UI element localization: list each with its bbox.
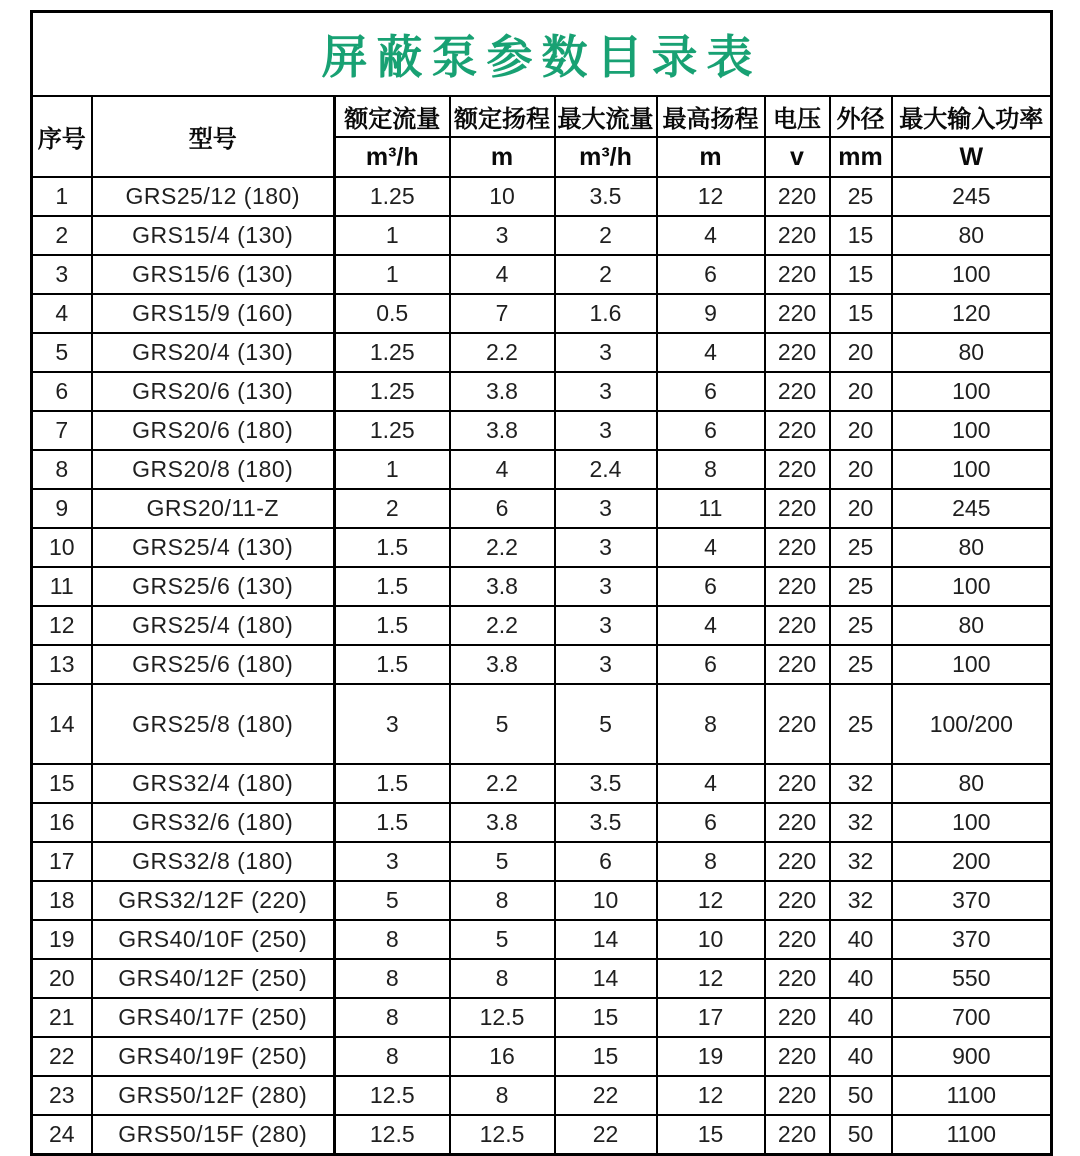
cell-max-flow: 3 <box>555 489 657 528</box>
col-header-rated-head: 额定扬程 <box>450 96 555 137</box>
unit-rated-head: m <box>450 137 555 177</box>
cell-max-flow: 10 <box>555 881 657 920</box>
cell-max-head: 4 <box>657 606 765 645</box>
cell-outer-dia: 20 <box>830 411 892 450</box>
cell-outer-dia: 32 <box>830 881 892 920</box>
cell-max-flow: 3 <box>555 528 657 567</box>
cell-power: 370 <box>892 920 1052 959</box>
cell-outer-dia: 25 <box>830 684 892 764</box>
cell-voltage: 220 <box>765 450 830 489</box>
cell-power: 80 <box>892 333 1052 372</box>
table-row <box>32 177 1052 216</box>
cell-index: 19 <box>32 920 92 959</box>
cell-outer-dia: 20 <box>830 450 892 489</box>
cell-voltage: 220 <box>765 881 830 920</box>
table-body <box>32 177 1052 1155</box>
cell-model: GRS32/12F (220) <box>92 881 335 920</box>
cell-max-flow: 3 <box>555 606 657 645</box>
table-row <box>32 489 1052 528</box>
cell-power: 100 <box>892 567 1052 606</box>
cell-index: 4 <box>32 294 92 333</box>
cell-model: GRS20/8 (180) <box>92 450 335 489</box>
col-header-voltage: 电压 <box>765 96 830 137</box>
cell-index: 17 <box>32 842 92 881</box>
cell-voltage: 220 <box>765 372 830 411</box>
cell-index: 21 <box>32 998 92 1037</box>
cell-model: GRS15/4 (130) <box>92 216 335 255</box>
cell-model: GRS32/8 (180) <box>92 842 335 881</box>
cell-model: GRS25/8 (180) <box>92 684 335 764</box>
table-row <box>32 1037 1052 1076</box>
cell-max-flow: 3 <box>555 411 657 450</box>
cell-max-head: 12 <box>657 881 765 920</box>
cell-power: 80 <box>892 528 1052 567</box>
cell-index: 8 <box>32 450 92 489</box>
cell-model: GRS20/4 (130) <box>92 333 335 372</box>
cell-rated-head: 2.2 <box>450 606 555 645</box>
table-row <box>32 567 1052 606</box>
cell-model: GRS25/4 (180) <box>92 606 335 645</box>
cell-voltage: 220 <box>765 528 830 567</box>
cell-max-head: 4 <box>657 333 765 372</box>
cell-max-head: 12 <box>657 959 765 998</box>
cell-index: 10 <box>32 528 92 567</box>
cell-voltage: 220 <box>765 1037 830 1076</box>
cell-voltage: 220 <box>765 216 830 255</box>
cell-power: 900 <box>892 1037 1052 1076</box>
cell-max-head: 6 <box>657 567 765 606</box>
cell-power: 80 <box>892 216 1052 255</box>
col-header-rated-flow: 额定流量 <box>335 96 450 137</box>
cell-index: 23 <box>32 1076 92 1115</box>
cell-index: 9 <box>32 489 92 528</box>
cell-max-flow: 3.5 <box>555 177 657 216</box>
cell-voltage: 220 <box>765 764 830 803</box>
cell-rated-head: 12.5 <box>450 998 555 1037</box>
cell-max-head: 12 <box>657 177 765 216</box>
cell-rated-flow: 8 <box>335 920 450 959</box>
cell-model: GRS32/6 (180) <box>92 803 335 842</box>
cell-rated-head: 12.5 <box>450 1115 555 1155</box>
cell-max-head: 10 <box>657 920 765 959</box>
cell-rated-head: 7 <box>450 294 555 333</box>
cell-outer-dia: 40 <box>830 998 892 1037</box>
cell-rated-flow: 1.5 <box>335 606 450 645</box>
cell-outer-dia: 25 <box>830 177 892 216</box>
cell-max-flow: 3 <box>555 567 657 606</box>
cell-power: 80 <box>892 764 1052 803</box>
cell-model: GRS32/4 (180) <box>92 764 335 803</box>
cell-model: GRS25/12 (180) <box>92 177 335 216</box>
cell-rated-flow: 12.5 <box>335 1076 450 1115</box>
cell-voltage: 220 <box>765 1076 830 1115</box>
cell-rated-flow: 1.25 <box>335 177 450 216</box>
cell-voltage: 220 <box>765 255 830 294</box>
cell-power: 100 <box>892 411 1052 450</box>
col-header-max-head: 最高扬程 <box>657 96 765 137</box>
cell-rated-flow: 1.5 <box>335 567 450 606</box>
cell-rated-flow: 8 <box>335 959 450 998</box>
cell-voltage: 220 <box>765 959 830 998</box>
table-row <box>32 255 1052 294</box>
unit-rated-flow: m³/h <box>335 137 450 177</box>
cell-index: 13 <box>32 645 92 684</box>
cell-rated-head: 3.8 <box>450 567 555 606</box>
cell-rated-head: 3.8 <box>450 803 555 842</box>
cell-power: 100 <box>892 803 1052 842</box>
cell-outer-dia: 25 <box>830 606 892 645</box>
cell-outer-dia: 32 <box>830 842 892 881</box>
table-row <box>32 1076 1052 1115</box>
cell-max-head: 6 <box>657 803 765 842</box>
cell-model: GRS20/11-Z <box>92 489 335 528</box>
cell-index: 15 <box>32 764 92 803</box>
cell-max-head: 11 <box>657 489 765 528</box>
cell-voltage: 220 <box>765 294 830 333</box>
table-row <box>32 959 1052 998</box>
cell-rated-flow: 12.5 <box>335 1115 450 1155</box>
cell-voltage: 220 <box>765 684 830 764</box>
unit-max-head: m <box>657 137 765 177</box>
cell-max-flow: 2 <box>555 216 657 255</box>
cell-voltage: 220 <box>765 803 830 842</box>
cell-index: 18 <box>32 881 92 920</box>
cell-outer-dia: 20 <box>830 372 892 411</box>
cell-max-head: 4 <box>657 528 765 567</box>
cell-max-head: 19 <box>657 1037 765 1076</box>
cell-voltage: 220 <box>765 998 830 1037</box>
cell-rated-head: 5 <box>450 842 555 881</box>
cell-index: 11 <box>32 567 92 606</box>
cell-power: 1100 <box>892 1076 1052 1115</box>
cell-outer-dia: 15 <box>830 255 892 294</box>
unit-power: W <box>892 137 1052 177</box>
cell-outer-dia: 20 <box>830 333 892 372</box>
cell-model: GRS40/10F (250) <box>92 920 335 959</box>
cell-rated-flow: 1 <box>335 450 450 489</box>
cell-index: 5 <box>32 333 92 372</box>
cell-max-head: 8 <box>657 684 765 764</box>
cell-index: 6 <box>32 372 92 411</box>
table-row <box>32 803 1052 842</box>
cell-voltage: 220 <box>765 606 830 645</box>
cell-rated-head: 5 <box>450 684 555 764</box>
cell-rated-head: 3.8 <box>450 645 555 684</box>
cell-rated-flow: 1.25 <box>335 333 450 372</box>
cell-rated-flow: 8 <box>335 1037 450 1076</box>
cell-outer-dia: 40 <box>830 920 892 959</box>
cell-power: 100 <box>892 255 1052 294</box>
cell-power: 550 <box>892 959 1052 998</box>
cell-index: 24 <box>32 1115 92 1155</box>
cell-model: GRS20/6 (180) <box>92 411 335 450</box>
cell-index: 2 <box>32 216 92 255</box>
cell-voltage: 220 <box>765 842 830 881</box>
table-row <box>32 216 1052 255</box>
cell-power: 700 <box>892 998 1052 1037</box>
cell-rated-head: 4 <box>450 255 555 294</box>
cell-power: 80 <box>892 606 1052 645</box>
unit-max-flow: m³/h <box>555 137 657 177</box>
col-header-power: 最大输入功率 <box>892 96 1052 137</box>
cell-outer-dia: 40 <box>830 1037 892 1076</box>
cell-rated-flow: 1.25 <box>335 372 450 411</box>
unit-voltage: v <box>765 137 830 177</box>
cell-index: 1 <box>32 177 92 216</box>
cell-outer-dia: 50 <box>830 1115 892 1155</box>
table-row <box>32 411 1052 450</box>
cell-rated-flow: 1 <box>335 255 450 294</box>
cell-max-head: 12 <box>657 1076 765 1115</box>
table-row <box>32 684 1052 764</box>
cell-max-flow: 5 <box>555 684 657 764</box>
cell-max-head: 17 <box>657 998 765 1037</box>
cell-outer-dia: 25 <box>830 567 892 606</box>
cell-rated-head: 2.2 <box>450 528 555 567</box>
cell-power: 1100 <box>892 1115 1052 1155</box>
col-header-outer-dia: 外径 <box>830 96 892 137</box>
cell-voltage: 220 <box>765 411 830 450</box>
cell-rated-flow: 2 <box>335 489 450 528</box>
cell-model: GRS40/17F (250) <box>92 998 335 1037</box>
cell-max-flow: 14 <box>555 959 657 998</box>
cell-max-head: 6 <box>657 372 765 411</box>
cell-model: GRS25/4 (130) <box>92 528 335 567</box>
table-row <box>32 998 1052 1037</box>
cell-model: GRS50/15F (280) <box>92 1115 335 1155</box>
cell-index: 7 <box>32 411 92 450</box>
cell-index: 12 <box>32 606 92 645</box>
cell-model: GRS25/6 (130) <box>92 567 335 606</box>
cell-rated-head: 3.8 <box>450 372 555 411</box>
cell-max-head: 8 <box>657 842 765 881</box>
cell-max-flow: 3.5 <box>555 803 657 842</box>
cell-rated-head: 2.2 <box>450 333 555 372</box>
cell-rated-head: 3.8 <box>450 411 555 450</box>
table-row <box>32 528 1052 567</box>
cell-max-flow: 6 <box>555 842 657 881</box>
cell-voltage: 220 <box>765 645 830 684</box>
table-title: 屏蔽泵参数目录表 <box>32 12 1052 97</box>
cell-max-head: 4 <box>657 216 765 255</box>
cell-rated-head: 6 <box>450 489 555 528</box>
header-row <box>32 96 1052 137</box>
cell-max-flow: 3 <box>555 372 657 411</box>
col-header-model: 型号 <box>92 96 335 177</box>
cell-model: GRS15/6 (130) <box>92 255 335 294</box>
cell-model: GRS50/12F (280) <box>92 1076 335 1115</box>
cell-rated-flow: 8 <box>335 998 450 1037</box>
cell-voltage: 220 <box>765 333 830 372</box>
cell-outer-dia: 25 <box>830 528 892 567</box>
col-header-index: 序号 <box>32 96 92 177</box>
cell-max-flow: 3.5 <box>555 764 657 803</box>
table-row <box>32 881 1052 920</box>
table-row <box>32 372 1052 411</box>
cell-voltage: 220 <box>765 920 830 959</box>
cell-max-flow: 3 <box>555 645 657 684</box>
cell-max-head: 6 <box>657 645 765 684</box>
cell-rated-flow: 3 <box>335 842 450 881</box>
cell-index: 22 <box>32 1037 92 1076</box>
cell-model: GRS20/6 (130) <box>92 372 335 411</box>
cell-rated-head: 3 <box>450 216 555 255</box>
cell-max-flow: 22 <box>555 1076 657 1115</box>
cell-power: 100 <box>892 372 1052 411</box>
cell-outer-dia: 32 <box>830 764 892 803</box>
cell-max-head: 15 <box>657 1115 765 1155</box>
cell-model: GRS15/9 (160) <box>92 294 335 333</box>
cell-power: 100/200 <box>892 684 1052 764</box>
cell-max-flow: 3 <box>555 333 657 372</box>
cell-outer-dia: 20 <box>830 489 892 528</box>
cell-rated-flow: 1.25 <box>335 411 450 450</box>
cell-rated-flow: 1.5 <box>335 528 450 567</box>
cell-outer-dia: 32 <box>830 803 892 842</box>
cell-power: 200 <box>892 842 1052 881</box>
cell-rated-head: 16 <box>450 1037 555 1076</box>
table-row <box>32 606 1052 645</box>
table-row <box>32 764 1052 803</box>
cell-rated-head: 8 <box>450 881 555 920</box>
table-row <box>32 333 1052 372</box>
cell-rated-head: 8 <box>450 1076 555 1115</box>
cell-index: 16 <box>32 803 92 842</box>
cell-rated-head: 8 <box>450 959 555 998</box>
cell-power: 100 <box>892 450 1052 489</box>
col-header-max-flow: 最大流量 <box>555 96 657 137</box>
cell-rated-flow: 1 <box>335 216 450 255</box>
cell-outer-dia: 15 <box>830 216 892 255</box>
cell-power: 245 <box>892 177 1052 216</box>
cell-rated-flow: 1.5 <box>335 645 450 684</box>
cell-max-head: 4 <box>657 764 765 803</box>
cell-rated-flow: 0.5 <box>335 294 450 333</box>
pump-parameter-table <box>30 10 1053 1156</box>
cell-rated-head: 2.2 <box>450 764 555 803</box>
table-row <box>32 1115 1052 1155</box>
cell-voltage: 220 <box>765 177 830 216</box>
cell-rated-flow: 5 <box>335 881 450 920</box>
unit-outer-dia: mm <box>830 137 892 177</box>
cell-model: GRS40/12F (250) <box>92 959 335 998</box>
cell-rated-head: 10 <box>450 177 555 216</box>
cell-max-flow: 14 <box>555 920 657 959</box>
cell-index: 14 <box>32 684 92 764</box>
cell-max-head: 8 <box>657 450 765 489</box>
cell-outer-dia: 50 <box>830 1076 892 1115</box>
cell-index: 20 <box>32 959 92 998</box>
table-row <box>32 450 1052 489</box>
cell-outer-dia: 25 <box>830 645 892 684</box>
cell-power: 370 <box>892 881 1052 920</box>
cell-model: GRS25/6 (180) <box>92 645 335 684</box>
cell-rated-flow: 1.5 <box>335 803 450 842</box>
cell-outer-dia: 40 <box>830 959 892 998</box>
cell-max-flow: 1.6 <box>555 294 657 333</box>
table-row <box>32 294 1052 333</box>
table-row <box>32 842 1052 881</box>
table-row <box>32 645 1052 684</box>
cell-rated-flow: 3 <box>335 684 450 764</box>
cell-power: 100 <box>892 645 1052 684</box>
cell-max-head: 6 <box>657 255 765 294</box>
table-row <box>32 920 1052 959</box>
cell-outer-dia: 15 <box>830 294 892 333</box>
cell-model: GRS40/19F (250) <box>92 1037 335 1076</box>
cell-index: 3 <box>32 255 92 294</box>
cell-voltage: 220 <box>765 567 830 606</box>
cell-max-head: 6 <box>657 411 765 450</box>
cell-voltage: 220 <box>765 489 830 528</box>
cell-max-flow: 15 <box>555 1037 657 1076</box>
cell-rated-head: 4 <box>450 450 555 489</box>
cell-max-flow: 2.4 <box>555 450 657 489</box>
cell-power: 245 <box>892 489 1052 528</box>
cell-max-flow: 15 <box>555 998 657 1037</box>
cell-max-flow: 22 <box>555 1115 657 1155</box>
cell-max-flow: 2 <box>555 255 657 294</box>
title-row <box>32 12 1052 97</box>
cell-power: 120 <box>892 294 1052 333</box>
cell-rated-flow: 1.5 <box>335 764 450 803</box>
cell-voltage: 220 <box>765 1115 830 1155</box>
cell-max-head: 9 <box>657 294 765 333</box>
cell-rated-head: 5 <box>450 920 555 959</box>
